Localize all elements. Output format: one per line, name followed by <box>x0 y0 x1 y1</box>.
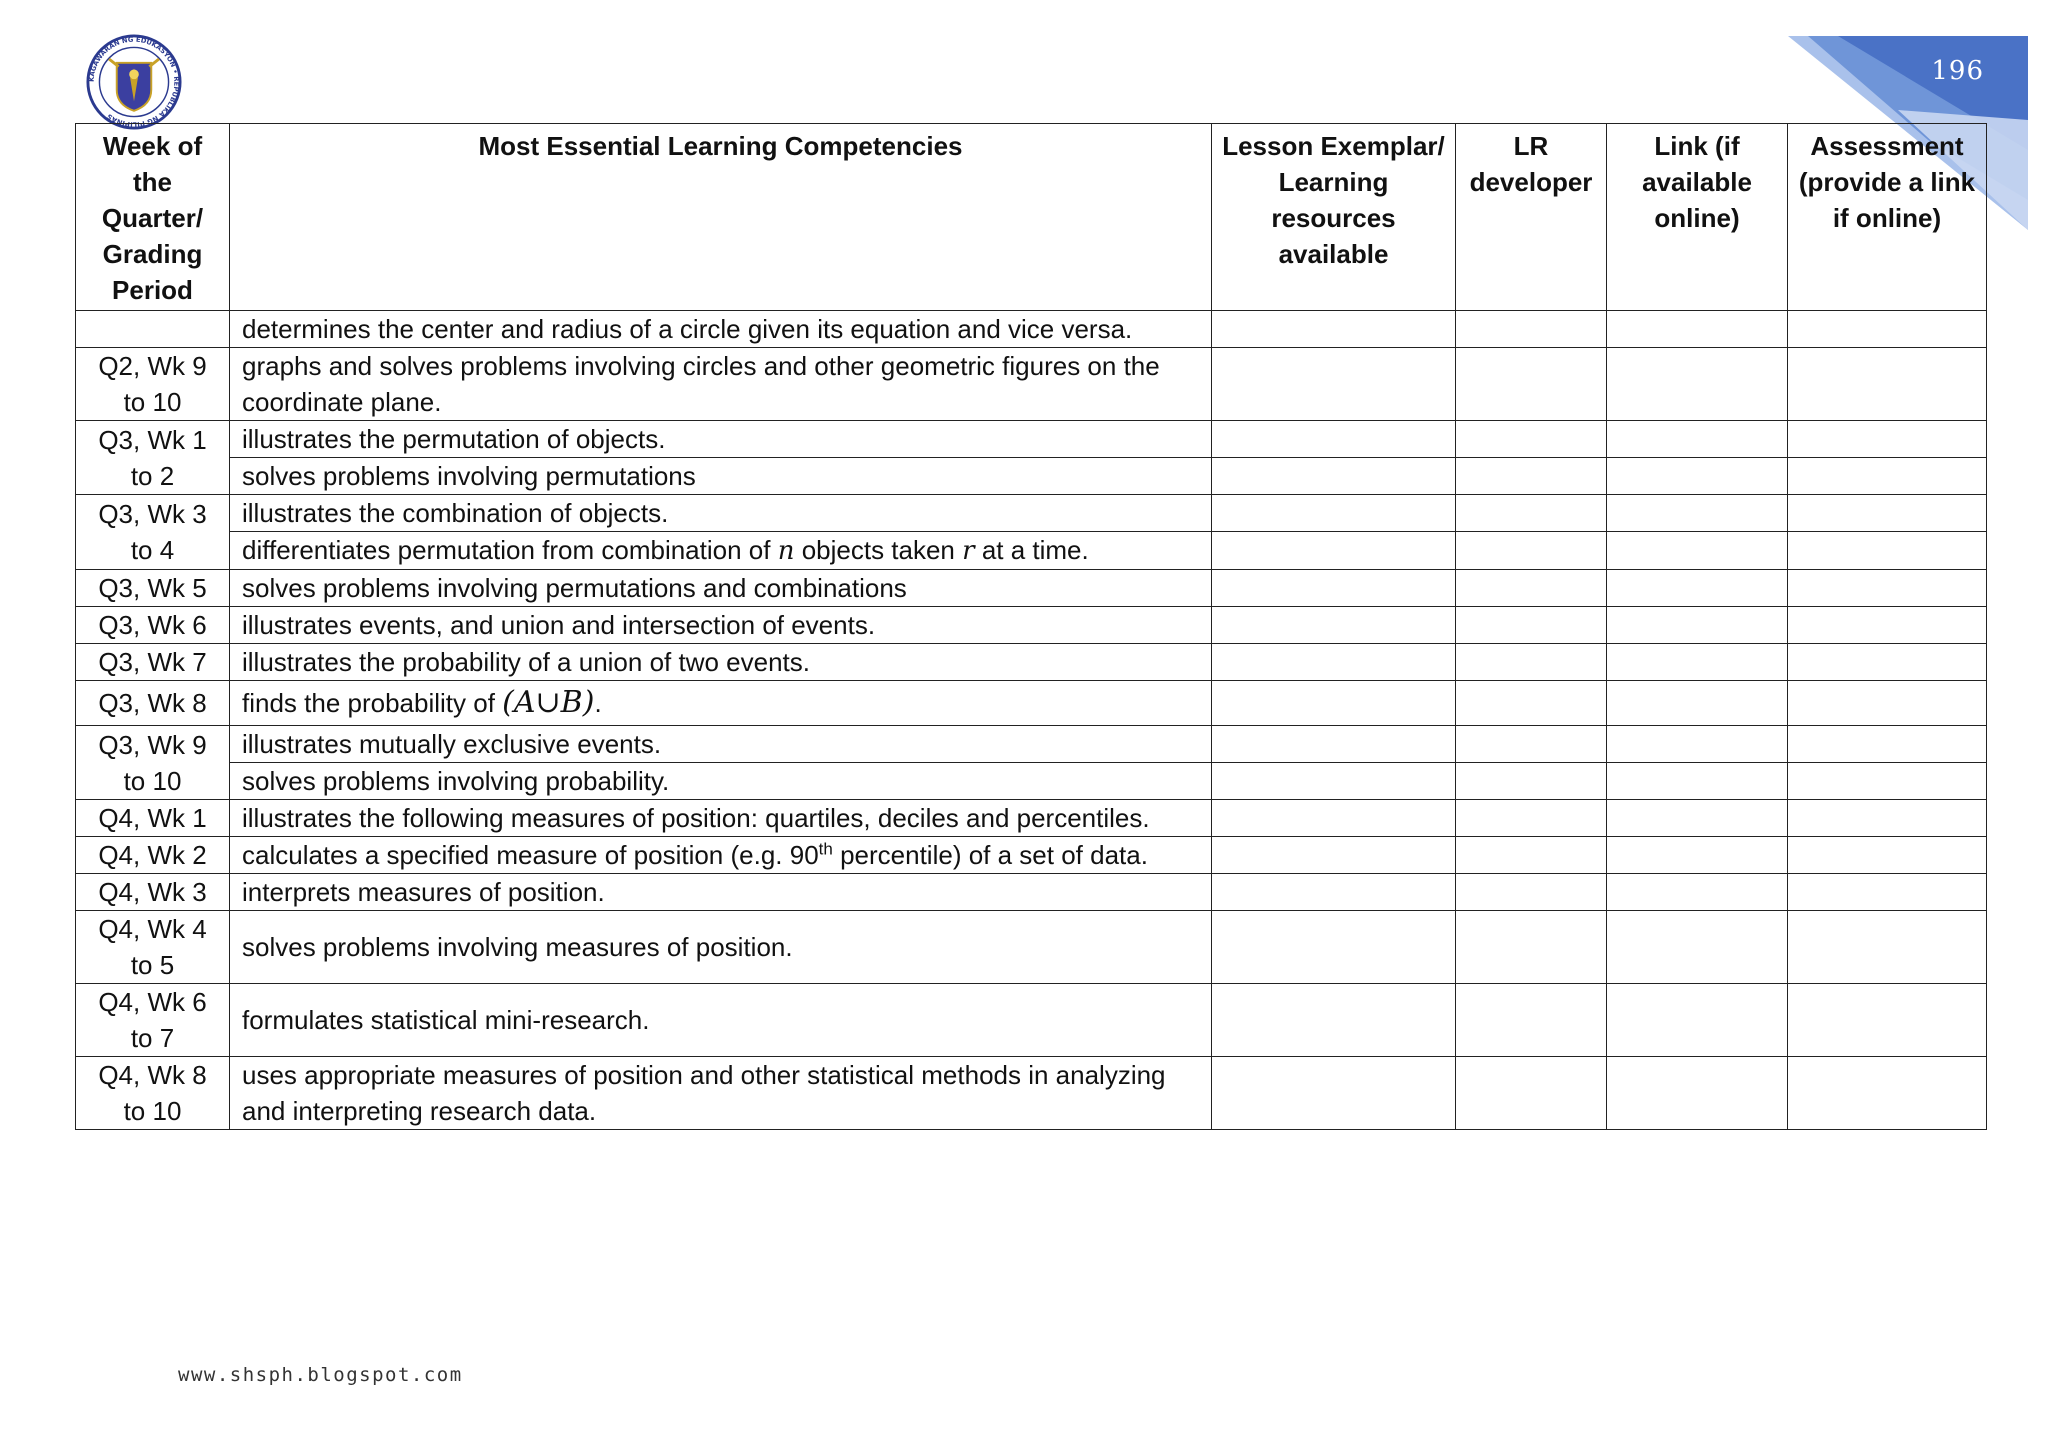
table-header-row <box>76 124 1987 311</box>
competency-cell: formulates statistical mini-research. <box>230 984 1212 1057</box>
lesson-exemplar-cell <box>1212 607 1456 644</box>
link-cell <box>1607 837 1788 874</box>
lesson-exemplar-cell <box>1212 763 1456 800</box>
link-cell <box>1607 681 1788 726</box>
competency-cell: illustrates mutually exclusive events. <box>230 726 1212 763</box>
lr-developer-cell <box>1456 837 1607 874</box>
link-cell <box>1607 1057 1788 1130</box>
week-cell: Q3, Wk 6 <box>76 607 230 644</box>
table-row <box>76 763 1987 800</box>
assessment-cell <box>1788 458 1987 495</box>
competency-cell: graphs and solves problems involving circles and other geometric figures on the coordinate plane. <box>230 348 1212 421</box>
lr-developer-cell <box>1456 1057 1607 1130</box>
assessment-cell <box>1788 1057 1987 1130</box>
assessment-cell <box>1788 421 1987 458</box>
deped-seal-logo <box>86 34 182 130</box>
lr-developer-cell <box>1456 644 1607 681</box>
competency-cell <box>230 837 1212 874</box>
lesson-exemplar-cell <box>1212 837 1456 874</box>
week-cell: Q4, Wk 3 <box>76 874 230 911</box>
lr-developer-cell <box>1456 726 1607 763</box>
assessment-cell <box>1788 495 1987 532</box>
week-cell: Q3, Wk 8 <box>76 681 230 726</box>
link-cell <box>1607 570 1788 607</box>
competency-cell: solves problems involving probability. <box>230 763 1212 800</box>
competency-cell <box>230 532 1212 570</box>
assessment-cell <box>1788 348 1987 421</box>
table-row <box>76 532 1987 570</box>
week-cell: Q4, Wk 2 <box>76 837 230 874</box>
lesson-exemplar-cell <box>1212 984 1456 1057</box>
variable-n: n <box>777 536 795 566</box>
competency-text: percentile) of a set of data. <box>832 840 1148 870</box>
lr-developer-cell <box>1456 532 1607 570</box>
competency-text: differentiates permutation from combination of <box>242 535 771 565</box>
competency-cell: illustrates events, and union and intersection of events. <box>230 607 1212 644</box>
lesson-exemplar-cell <box>1212 800 1456 837</box>
lr-developer-cell <box>1456 495 1607 532</box>
lr-developer-cell <box>1456 874 1607 911</box>
header-lr-developer: LR developer <box>1456 124 1607 311</box>
competency-text: . <box>594 688 602 718</box>
lesson-exemplar-cell <box>1212 681 1456 726</box>
link-cell <box>1607 984 1788 1057</box>
header-assessment: Assessment (provide a link if online) <box>1788 124 1987 311</box>
table-row <box>76 311 1987 348</box>
week-cell <box>76 311 230 348</box>
lesson-exemplar-cell <box>1212 570 1456 607</box>
competency-cell: interprets measures of position. <box>230 874 1212 911</box>
table-row <box>76 837 1987 874</box>
week-cell: Q4, Wk 6 to 7 <box>76 984 230 1057</box>
week-cell: Q3, Wk 7 <box>76 644 230 681</box>
page-number: 196 <box>1931 56 1984 86</box>
week-cell: Q3, Wk 3 to 4 <box>76 495 230 570</box>
link-cell <box>1607 763 1788 800</box>
link-cell <box>1607 874 1788 911</box>
week-cell: Q4, Wk 1 <box>76 800 230 837</box>
lesson-exemplar-cell <box>1212 458 1456 495</box>
table-row <box>76 726 1987 763</box>
competency-cell: illustrates the permutation of objects. <box>230 421 1212 458</box>
table-row <box>76 421 1987 458</box>
competency-cell: solves problems involving permutations <box>230 458 1212 495</box>
union-expression: (A∪B) <box>502 685 595 720</box>
lr-developer-cell <box>1456 421 1607 458</box>
lesson-exemplar-cell <box>1212 874 1456 911</box>
competency-cell: determines the center and radius of a circle given its equation and vice versa. <box>230 311 1212 348</box>
lesson-exemplar-cell <box>1212 348 1456 421</box>
competency-text: calculates a specified measure of position (e.g. 90 <box>242 840 819 870</box>
lesson-exemplar-cell <box>1212 421 1456 458</box>
table-row <box>76 348 1987 421</box>
competency-cell: uses appropriate measures of position and other statistical methods in analyzing and interpreting research data. <box>230 1057 1212 1130</box>
lr-developer-cell <box>1456 570 1607 607</box>
week-cell: Q3, Wk 9 to 10 <box>76 726 230 800</box>
assessment-cell <box>1788 763 1987 800</box>
link-cell <box>1607 421 1788 458</box>
lr-developer-cell <box>1456 458 1607 495</box>
link-cell <box>1607 726 1788 763</box>
competency-cell: solves problems involving measures of position. <box>230 911 1212 984</box>
assessment-cell <box>1788 726 1987 763</box>
table-row <box>76 495 1987 532</box>
header-week: Week of the Quarter/ Grading Period <box>76 124 230 311</box>
assessment-cell <box>1788 532 1987 570</box>
week-cell: Q2, Wk 9 to 10 <box>76 348 230 421</box>
lr-developer-cell <box>1456 763 1607 800</box>
assessment-cell <box>1788 800 1987 837</box>
lr-developer-cell <box>1456 984 1607 1057</box>
competency-text: at a time. <box>981 535 1089 565</box>
lesson-exemplar-cell <box>1212 911 1456 984</box>
header-link: Link (if available online) <box>1607 124 1788 311</box>
assessment-cell <box>1788 607 1987 644</box>
header-lesson-exemplar: Lesson Exemplar/ Learning resources available <box>1212 124 1456 311</box>
assessment-cell <box>1788 984 1987 1057</box>
week-cell: Q4, Wk 4 to 5 <box>76 911 230 984</box>
lr-developer-cell <box>1456 607 1607 644</box>
lr-developer-cell <box>1456 911 1607 984</box>
competency-cell: illustrates the following measures of position: quartiles, deciles and percentiles. <box>230 800 1212 837</box>
ordinal-suffix: th <box>818 839 833 859</box>
variable-r: r <box>962 536 975 566</box>
lesson-exemplar-cell <box>1212 1057 1456 1130</box>
table-row <box>76 1057 1987 1130</box>
competency-cell: illustrates the probability of a union of two events. <box>230 644 1212 681</box>
competency-text: finds the probability of <box>242 688 495 718</box>
competency-text: objects taken <box>801 535 955 565</box>
link-cell <box>1607 911 1788 984</box>
table-row <box>76 984 1987 1057</box>
assessment-cell <box>1788 311 1987 348</box>
assessment-cell <box>1788 570 1987 607</box>
assessment-cell <box>1788 874 1987 911</box>
header-competencies: Most Essential Learning Competencies <box>230 124 1212 311</box>
table-row <box>76 874 1987 911</box>
lr-developer-cell <box>1456 681 1607 726</box>
link-cell <box>1607 458 1788 495</box>
link-cell <box>1607 644 1788 681</box>
link-cell <box>1607 800 1788 837</box>
lesson-exemplar-cell <box>1212 726 1456 763</box>
link-cell <box>1607 532 1788 570</box>
week-cell: Q3, Wk 1 to 2 <box>76 421 230 495</box>
competency-cell <box>230 681 1212 726</box>
footer-url[interactable]: www.shsph.blogspot.com <box>178 1364 463 1386</box>
competency-cell: solves problems involving permutations and combinations <box>230 570 1212 607</box>
lr-developer-cell <box>1456 348 1607 421</box>
table-row <box>76 458 1987 495</box>
table-row <box>76 800 1987 837</box>
week-cell: Q3, Wk 5 <box>76 570 230 607</box>
table-row <box>76 911 1987 984</box>
link-cell <box>1607 495 1788 532</box>
assessment-cell <box>1788 681 1987 726</box>
week-cell: Q4, Wk 8 to 10 <box>76 1057 230 1130</box>
lesson-exemplar-cell <box>1212 311 1456 348</box>
table-row <box>76 570 1987 607</box>
lesson-exemplar-cell <box>1212 644 1456 681</box>
table-row <box>76 607 1987 644</box>
link-cell <box>1607 311 1788 348</box>
lesson-exemplar-cell <box>1212 495 1456 532</box>
lr-developer-cell <box>1456 800 1607 837</box>
seal-text: KAGAWARAN NG EDUKASYON • REPUBLIKA NG PILIPINAS <box>87 35 181 129</box>
assessment-cell <box>1788 644 1987 681</box>
assessment-cell <box>1788 837 1987 874</box>
competency-cell: illustrates the combination of objects. <box>230 495 1212 532</box>
lesson-exemplar-cell <box>1212 532 1456 570</box>
table-row <box>76 644 1987 681</box>
link-cell <box>1607 348 1788 421</box>
table-row <box>76 681 1987 726</box>
link-cell <box>1607 607 1788 644</box>
melc-table <box>75 123 1987 1130</box>
lr-developer-cell <box>1456 311 1607 348</box>
assessment-cell <box>1788 911 1987 984</box>
